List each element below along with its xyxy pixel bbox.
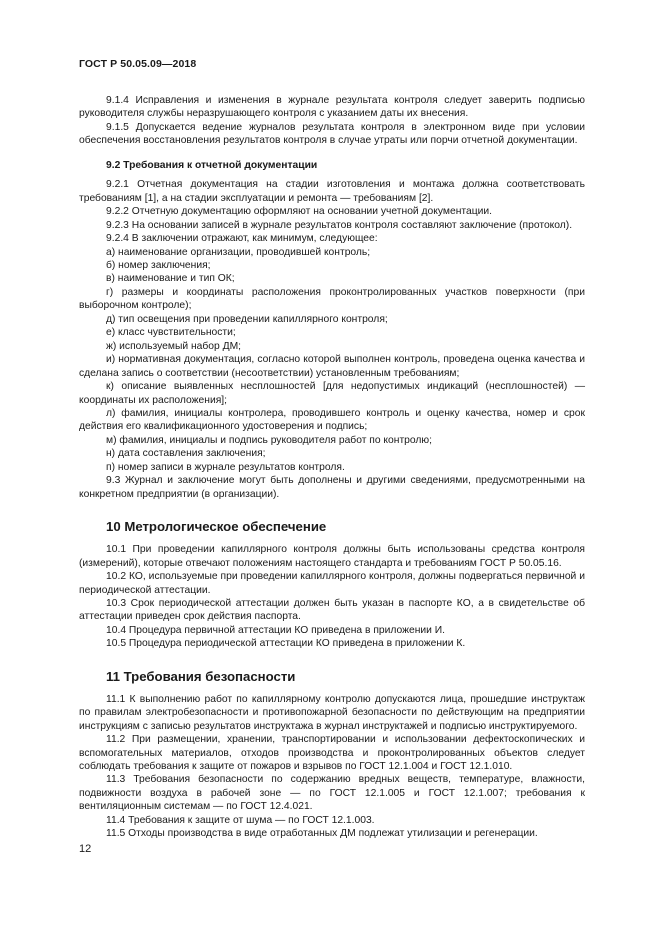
list-item: ж) используемый набор ДМ; — [106, 340, 242, 352]
paragraph-9-2-1: 9.2.1 Отчетная документация на стадии изготовления и монтажа должна соответствовать требованиям [1], а на стадии эксплуатации и ремонта — требованиям [2]. — [79, 179, 585, 204]
list-item: и) нормативная документация, согласно которой выполнен контроль, проведена оценка качества и сделана запись о соответствии (несоответствии) установленным требованиям; — [79, 354, 585, 379]
paragraph-11-5: 11.5 Отходы производства в виде отработанных ДМ подлежат утилизации и регенерации. — [106, 828, 538, 840]
paragraph-9-3: 9.3 Журнал и заключение могут быть дополнены и другими сведениями, предусмотренными на конкретном предприятии (в организации). — [79, 475, 585, 500]
list-item: д) тип освещения при проведении капиллярного контроля; — [106, 313, 388, 325]
paragraph-9-2-2: 9.2.2 Отчетную документацию оформляют на основании учетной документации. — [106, 206, 493, 218]
list-item: л) фамилия, инициалы контролера, проводившего контроль и оценку качества, номер и срок действия его квалификационного удостоверения и подпись; — [79, 407, 585, 433]
list-item: к) описание выявленных несплошностей [для недопустимых индикаций (несплошностей) — координаты их расположения]; — [79, 381, 585, 406]
paragraph-11-2: 11.2 При размещении, хранении, транспортировании и использовании дефектоскопических и вспомогательных материалов, отходов производства и проконтролированных объектов следует соблюдать требования к защите от пожаров и взрывов по ГОСТ 12.1.004 и ГОСТ 12.1.010. — [79, 734, 585, 773]
list-item: н) дата составления заключения; — [106, 448, 266, 460]
list-item: м) фамилия, инициалы и подпись руководителя работ по контролю; — [106, 434, 433, 446]
paragraph-10-4: 10.4 Процедура первичной аттестации КО приведена в приложении И. — [106, 624, 446, 636]
paragraph-9-1-5: 9.1.5 Допускается ведение журналов результата контроля в электронном виде при условии обеспечения восстановления результатов контроля в случае утраты или порчи отчетной документации. — [79, 121, 585, 147]
list-item: б) номер заключения; — [106, 259, 211, 271]
paragraph-10-1: 10.1 При проведении капиллярного контроля должны быть использованы средства контроля (измерений), которые отвечают положениям настоящего стандарта и требованиям ГОСТ Р 50.05.16. — [79, 544, 585, 569]
document-header: ГОСТ Р 50.05.09—2018 — [79, 58, 197, 70]
paragraph-10-2: 10.2 КО, используемые при проведении капиллярного контроля, должны подвергаться первичной и периодической аттестации. — [79, 571, 585, 596]
paragraph-10-5: 10.5 Процедура периодической аттестации КО приведена в приложении К. — [106, 638, 466, 650]
paragraph-11-4: 11.4 Требования к защите от шума — по ГОСТ 12.1.003. — [106, 814, 375, 826]
subsection-heading-9-2: 9.2 Требования к отчетной документации — [106, 159, 318, 171]
paragraph-9-2-4: 9.2.4 В заключении отражают, как минимум, следующее: — [106, 233, 378, 245]
paragraph-11-1: 11.1 К выполнению работ по капиллярному контролю допускаются лица, прошедшие инструктаж по правилам электробезопасности и противопожарной безопасности по действующим на предприятии инструкциям с записью результатов инструктажа в журнал инструктажей и подписью инструктируемого. — [79, 693, 585, 732]
list-item: е) класс чувствительности; — [106, 327, 236, 339]
paragraph-9-1-4: 9.1.4 Исправления и изменения в журнале результата контроля следует заверить подписью руководителя службы неразрушающего контроля с указанием даты их внесения. — [79, 95, 585, 120]
paragraph-11-3: 11.3 Требования безопасности по содержанию вредных веществ, температуре, влажности, подвижности воздуха в рабочей зоне — по ГОСТ 12.1.005 и ГОСТ 12.1.007; требования к вентиляционным системам — по ГОСТ 12.4.021. — [79, 774, 585, 813]
section-heading-10: 10 Метрологическое обеспечение — [106, 519, 327, 535]
list-item: а) наименование организации, проводившей контроль; — [106, 246, 371, 258]
page-content — [79, 94, 585, 841]
list-item: г) размеры и координаты расположения проконтролированных участков поверхности (при выборочном контроле); — [79, 286, 585, 312]
list-item: в) наименование и тип ОК; — [106, 273, 235, 285]
list-item: п) номер записи в журнале результатов контроля. — [106, 461, 345, 473]
paragraph-10-3: 10.3 Срок периодической аттестации должен быть указан в паспорте КО, а в свидетельстве об аттестации приведен срок действия паспорта. — [79, 597, 585, 623]
paragraph-9-2-3: 9.2.3 На основании записей в журнале результатов контроля составляют заключение (протокол). — [106, 219, 573, 231]
section-heading-11: 11 Требования безопасности — [106, 668, 296, 684]
page-number: 12 — [79, 843, 92, 855]
